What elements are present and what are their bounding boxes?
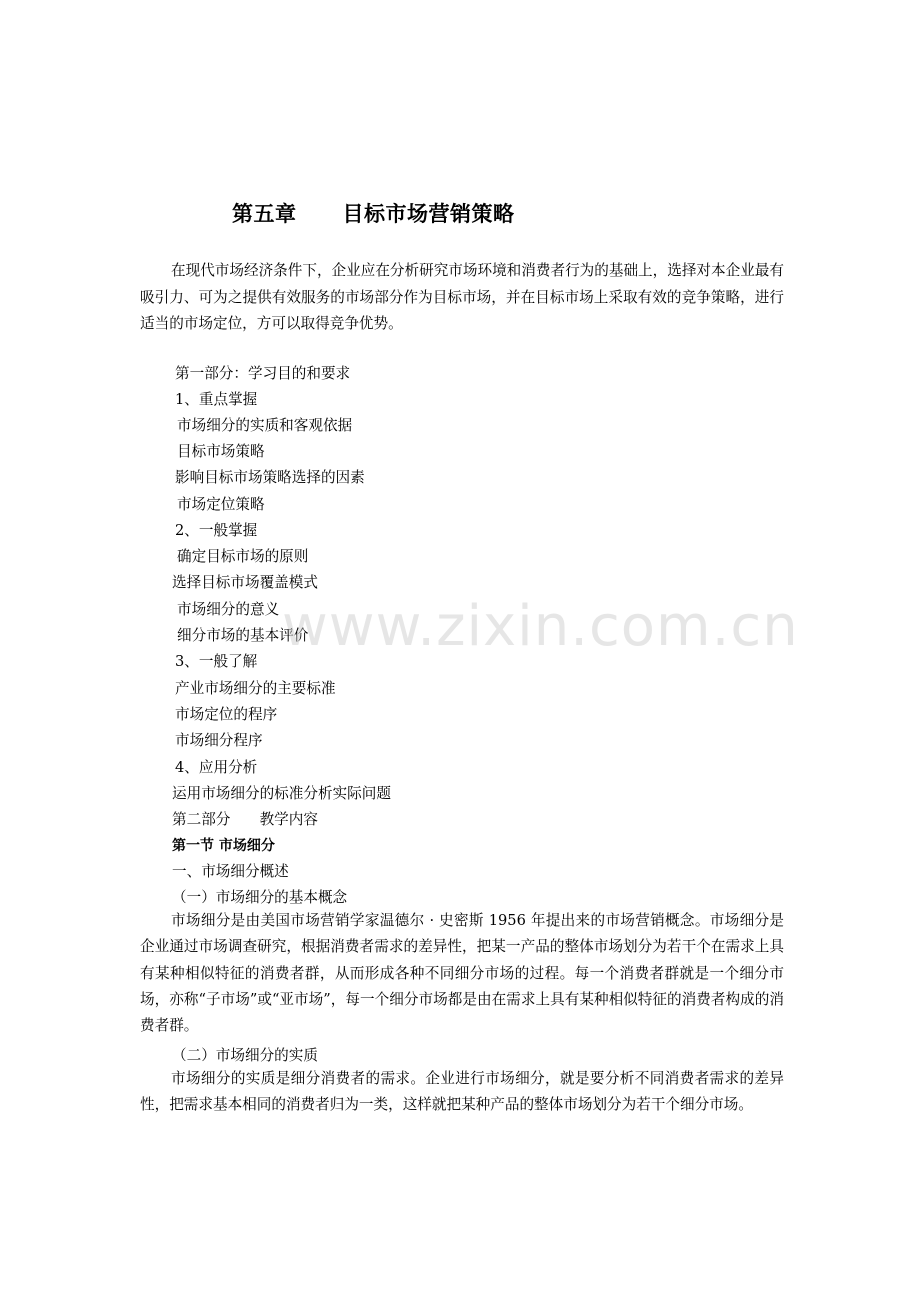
outline-item: 2、一般掌握 bbox=[175, 522, 258, 539]
outline-item: 影响目标市场策略选择的因素 bbox=[175, 469, 365, 486]
chapter-name: 目标市场营销策略 bbox=[342, 202, 515, 226]
outline-item: 选择目标市场覆盖模式 bbox=[172, 574, 318, 591]
outline-item: 产业市场细分的主要标准 bbox=[175, 680, 336, 697]
outline-item: 确定目标市场的原则 bbox=[177, 548, 309, 565]
chapter-title bbox=[232, 198, 515, 228]
section-heading: 第一节 市场细分 bbox=[172, 838, 275, 854]
watermark: www.zixin.com.cn bbox=[282, 594, 799, 659]
body-paragraph: 市场细分是由美国市场营销学家温德尔 · 史密斯 1956 年提出来的市场营销概念。市场细分是企业通过市场调查研究，根据消费者需求的差异性，把某一产品的整体市场划分为若干个在需求上具有某种相似特征的消费者群，从而形成各种不同细分市场的过程。每一个消费者群就是一个细分市场，亦称“子市场”或“亚市场”，每一个细分市场都是由在需求上具有某种相似特征的消费者构成的消费者群。 bbox=[140, 912, 784, 1035]
subsection-heading: 一、市场细分概述 bbox=[172, 863, 289, 880]
outline-item: 运用市场细分的标准分析实际问题 bbox=[172, 785, 391, 802]
subsection-heading: （一）市场细分的基本概念 bbox=[172, 889, 348, 906]
outline-part-one: 第一部分：学习目的和要求 bbox=[175, 365, 351, 382]
outline-item: 4、应用分析 bbox=[175, 759, 258, 776]
outline-item: 3、一般了解 bbox=[175, 653, 258, 670]
outline-item: 市场定位的程序 bbox=[175, 706, 278, 723]
outline-item: 市场细分程序 bbox=[175, 732, 263, 749]
chapter-number: 第五章 bbox=[232, 202, 297, 226]
outline-item: 1、重点掌握 bbox=[175, 391, 258, 408]
outline-item: 细分市场的基本评价 bbox=[177, 627, 309, 644]
subsection-heading: （二）市场细分的实质 bbox=[172, 1047, 318, 1064]
outline-item: 市场细分的意义 bbox=[177, 601, 280, 618]
body-paragraph: 市场细分的实质是细分消费者的需求。企业进行市场细分，就是要分析不同消费者需求的差异性，把需求基本相同的消费者归为一类，这样就把某种产品的整体市场划分为若干个细分市场。 bbox=[140, 1070, 784, 1114]
outline-part-two: 第二部分 教学内容 bbox=[172, 811, 318, 828]
intro-paragraph: 在现代市场经济条件下，企业应在分析研究市场环境和消费者行为的基础上，选择对本企业最有吸引力、可为之提供有效服务的市场部分作为目标市场，并在目标市场上采取有效的竞争策略，进行适当的市场定位，方可以取得竞争优势。 bbox=[140, 262, 784, 332]
outline-item: 市场定位策略 bbox=[177, 496, 265, 513]
outline-item: 目标市场策略 bbox=[177, 443, 265, 460]
outline-item: 市场细分的实质和客观依据 bbox=[177, 417, 353, 434]
